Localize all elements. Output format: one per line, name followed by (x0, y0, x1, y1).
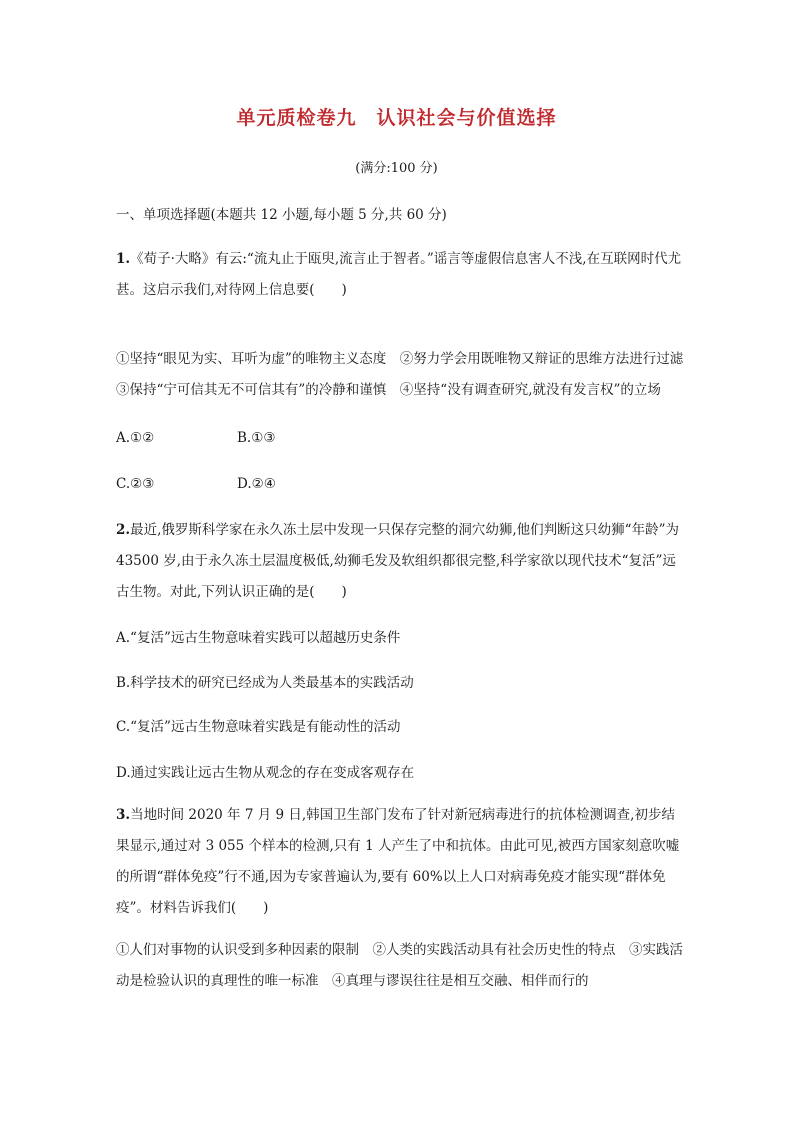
question-2-number: 2. (116, 522, 131, 538)
question-1-option-b[interactable]: B.①③ (237, 430, 276, 446)
score-note: (满分:100 分) (355, 161, 438, 176)
question-1-option-a[interactable]: A.①② (116, 430, 155, 446)
question-3-number: 3. (116, 807, 131, 823)
question-2-option-b[interactable]: B.科学技术的研究已经成为人类最基本的实践活动 (116, 675, 414, 691)
question-2-text: 最近,俄罗斯科学家在永久冻土层中发现一只保存完整的洞穴幼狮,他们判断这只幼狮“年龄”为 43500 岁,由于永久冻土层温度极低,幼狮毛发及软组织都很完整,科学家欲以现代技术“复活”远古生物。对此,下列认识正确的是( ) (116, 522, 679, 600)
question-2-option-d[interactable]: D.通过实践让远古生物从观念的存在变成客观存在 (116, 765, 415, 781)
question-2-option-a[interactable]: A.“复活”远古生物意味着实践可以超越历史条件 (116, 630, 401, 646)
question-3-text: 当地时间 2020 年 7 月 9 日,韩国卫生部门发布了针对新冠病毒进行的抗体检测调查,初步结果显示,通过对 3 055 个样本的检测,只有 1 人产生了中和抗体。由此可见,被西方国家刻意吹嘘的所谓“群体免疫”行不通,因为专家普遍认为,要有 60%以上人口对病毒免疫才能实现“群体免疫”。材料告诉我们( ) (116, 807, 680, 916)
page-title: 单元质检卷九 认识社会与价值选择 (236, 107, 557, 129)
question-1-stem (116, 244, 686, 306)
question-3-statements: ①人们对事物的认识受到多种因素的限制 ②人类的实践活动具有社会历史性的特点 ③实践活动是检验认识的真理性的唯一标准 ④真理与谬误往往是相互交融、相伴而行的 (116, 942, 683, 989)
question-1-option-d[interactable]: D.②④ (237, 476, 276, 492)
question-1-number: 1. (116, 251, 131, 267)
question-2-stem (116, 515, 686, 608)
question-1-text: 《荀子·大略》有云:“流丸止于瓯臾,流言止于智者。”谣言等虚假信息害人不浅,在互联网时代尤甚。这启示我们,对待网上信息要( ) (116, 251, 682, 298)
question-1-statements: ①坚持“眼见为实、耳听为虚”的唯物主义态度 ②努力学会用既唯物又辩证的思维方法进行过滤 ③保持“宁可信其无不可信其有”的冷静和谨慎 ④坚持“没有调查研究,就没有发言权”的立场 (116, 351, 697, 398)
section-heading: 一、单项选择题(本题共 12 小题,每小题 5 分,共 60 分) (116, 207, 447, 223)
question-2-option-c[interactable]: C.“复活”远古生物意味着实践是有能动性的活动 (116, 719, 401, 735)
question-3-stem (116, 800, 686, 924)
question-1-option-c[interactable]: C.②③ (116, 476, 155, 492)
